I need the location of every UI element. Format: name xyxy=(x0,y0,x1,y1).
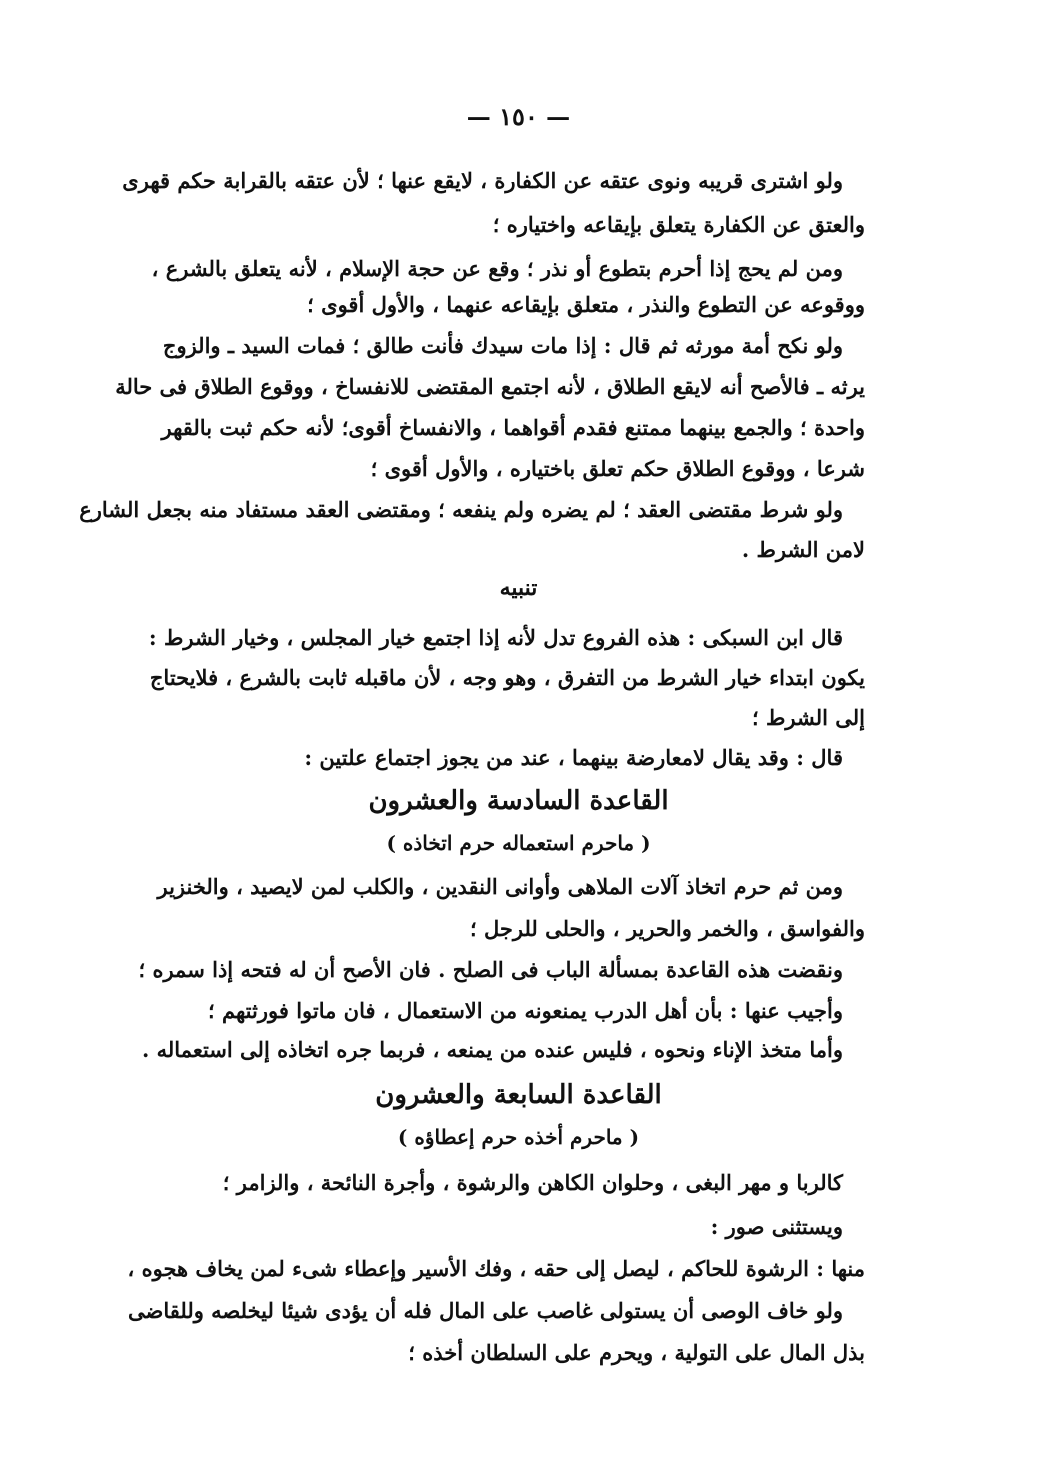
text-line: كالربا و مهر البغى ، وحلوان الكاهن والرشوة ، وأجرة النائحة ، والزامر ؛ xyxy=(222,1170,843,1195)
page-number: — ١٥٠ — xyxy=(466,102,571,131)
text-line: منها : الرشوة للحاكم ، ليصل إلى حقه ، وفك الأسير وإعطاء شىء لمن يخاف هجوه ، xyxy=(127,1256,865,1281)
text-line: ووقوعه عن التطوع والنذر ، متعلق بإيقاعه عنهما ، والأول أقوى ؛ xyxy=(307,292,865,317)
text-line: لامن الشرط . xyxy=(741,537,865,562)
text-line: والعتق عن الكفارة يتعلق بإيقاعه واختياره ؛ xyxy=(492,212,865,237)
text-line: واحدة ؛ والجمع بينهما ممتنع فقدم أقواهما ، والانفساخ أقوى؛ لأنه حكم ثبت بالقهر xyxy=(161,415,865,440)
text-line: ويستثنى صور : xyxy=(710,1214,843,1239)
rule-26-subtitle: ( ماحرم استعماله حرم اتخاذه ) xyxy=(386,831,651,855)
text-line: ومن ثم حرم اتخاذ آلات الملاهى وأوانى النقدين ، والكلب لمن لايصيد ، والخنزير xyxy=(157,874,843,899)
text-line: ونقضت هذه القاعدة بمسألة الباب فى الصلح . فان الأصح أن له فتحه إذا سمره ؛ xyxy=(138,957,843,982)
text-line: شرعا ، ووقوع الطلاق حكم تعلق باختياره ، والأول أقوى ؛ xyxy=(370,456,865,481)
text-line: قال : وقد يقال لامعارضة بينهما ، عند من يجوز اجتماع علتين : xyxy=(304,745,843,770)
text-line: ولو شرط مقتضى العقد ؛ لم يضره ولم ينفعه ؛ ومقتضى العقد مستفاد منه بجعل الشارع xyxy=(79,497,843,522)
text-line: والفواسق ، والخمر والحرير ، والحلى للرجل ؛ xyxy=(469,916,865,941)
text-line: ولو نكح أمة مورثه ثم قال : إذا مات سيدك فأنت طالق ؛ فمات السيد ـ والزوج xyxy=(162,333,843,358)
tanbih-heading: تنبيه xyxy=(499,575,538,601)
text-line: بذل المال على التولية ، ويحرم على السلطان أخذه ؛ xyxy=(408,1340,865,1365)
text-line: وأما متخذ الإناء ونحوه ، فليس عنده من يمنعه ، فربما جره اتخاذه إلى استعماله . xyxy=(142,1037,843,1062)
text-line: يكون ابتداء خيار الشرط من التفرق ، وهو وجه ، لأن ماقبله ثابت بالشرع ، فلايحتاج xyxy=(149,665,865,690)
text-line: وأجيب عنها : بأن أهل الدرب يمنعونه من الاستعمال ، فان ماتوا فورثتهم ؛ xyxy=(208,998,843,1023)
text-line: يرثه ـ فالأصح أنه لايقع الطلاق ، لأنه اجتمع المقتضى للانفساخ ، ووقوع الطلاق فى حالة xyxy=(115,374,865,399)
text-line: ومن لم يحج إذا أحرم بتطوع أو نذر ؛ وقع عن حجة الإسلام ، لأنه يتعلق بالشرع ، xyxy=(151,256,843,281)
rule-27-title: القاعدة السابعة والعشرون xyxy=(375,1080,662,1110)
text-line: قال ابن السبكى : هذه الفروع تدل لأنه إذا اجتمع خيار المجلس ، وخيار الشرط : xyxy=(148,625,843,650)
text-line: ولو خاف الوصى أن يستولى غاصب على المال فله أن يؤدى شيئا ليخلصه وللقاضى xyxy=(128,1298,843,1323)
rule-27-subtitle: ( ماحرم أخذه حرم إعطاؤه ) xyxy=(397,1125,640,1149)
text-line: ولو اشترى قريبه ونوى عتقه عن الكفارة ، لايقع عنها ؛ لأن عتقه بالقرابة حكم قهرى xyxy=(122,168,843,193)
text-line: إلى الشرط ؛ xyxy=(751,705,865,730)
rule-26-title: القاعدة السادسة والعشرون xyxy=(368,786,669,816)
